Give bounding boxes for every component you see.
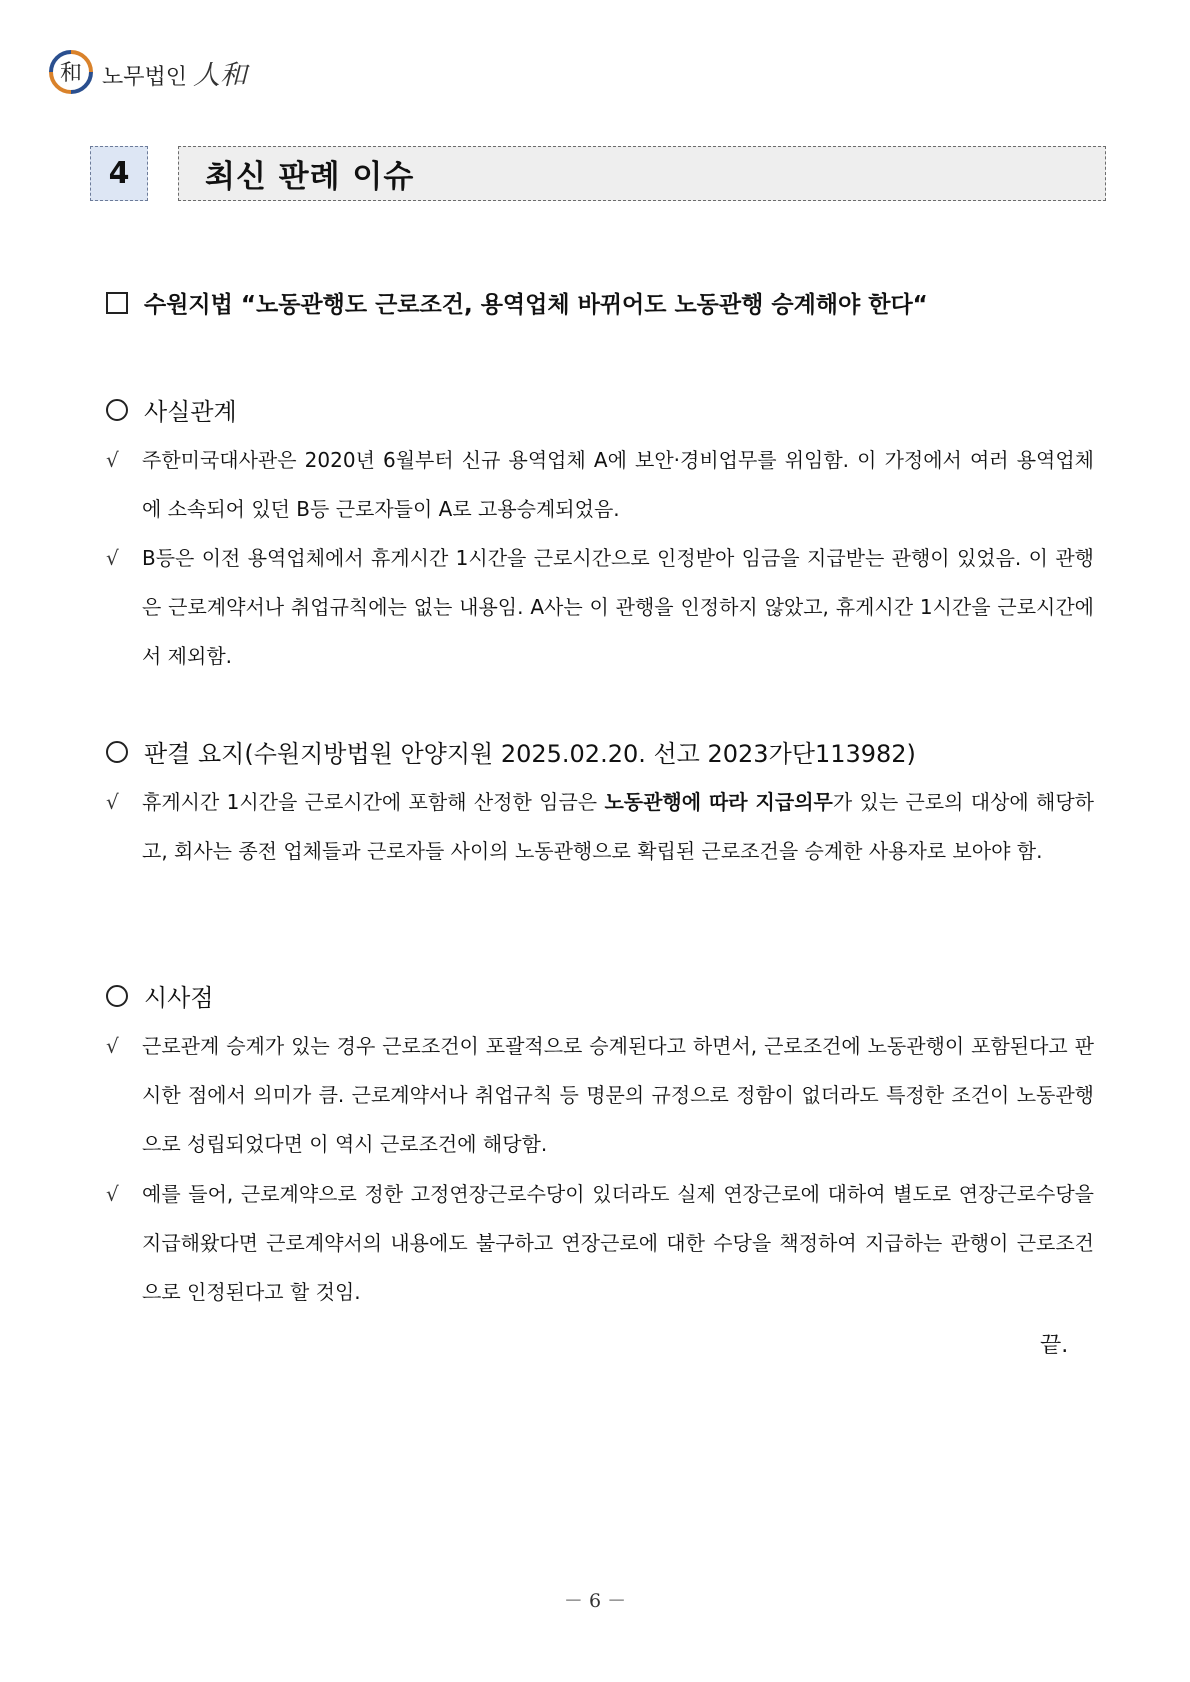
facts-item-2 bbox=[106, 534, 1094, 681]
case-headline-text: 수원지법 “노동관행도 근로조건, 용역업체 바뀌어도 노동관행 승계해야 한다“ bbox=[144, 292, 928, 318]
ruling-item-1-text bbox=[142, 778, 1094, 876]
circle-bullet-icon bbox=[106, 399, 128, 421]
check-mark-icon: √ bbox=[106, 448, 119, 472]
firm-logo-emblem-icon bbox=[48, 49, 94, 95]
facts-heading-text: 사실관계 bbox=[144, 398, 237, 426]
square-bullet-icon bbox=[106, 292, 128, 314]
ruling-heading-text: 판결 요지(수원지방법원 안양지원 2025.02.20. 선고 2023가단113982) bbox=[144, 740, 916, 768]
facts-item-2-text: B등은 이전 용역업체에서 휴게시간 1시간을 근로시간으로 인정받아 임금을 지급받는 관행이 있었음. 이 관행은 근로계약서나 취업규칙에는 없는 내용임. A사는 이 관행을 인정하지 않았고, 휴게시간 1시간을 근로시간에서 제외함. bbox=[142, 546, 1094, 668]
firm-logo-emblem-char: 和 bbox=[59, 61, 83, 86]
check-mark-icon: √ bbox=[106, 790, 119, 814]
check-mark-icon: √ bbox=[106, 1182, 119, 1206]
ruling-heading bbox=[106, 734, 916, 769]
ruling-text-emphasis: 노동관행에 따라 지급의무 bbox=[604, 790, 833, 814]
circle-bullet-icon bbox=[106, 985, 128, 1007]
firm-name bbox=[102, 53, 247, 92]
implications-heading-text: 시사점 bbox=[144, 984, 214, 1012]
firm-name-han: 人和 bbox=[193, 59, 248, 91]
facts-item-1 bbox=[106, 436, 1094, 534]
ruling-text-before: 휴게시간 1시간을 근로시간에 포함해 산정한 임금은 bbox=[142, 790, 605, 814]
implications-heading bbox=[106, 978, 214, 1013]
facts-heading bbox=[106, 392, 237, 427]
check-mark-icon: √ bbox=[106, 1034, 119, 1058]
end-mark: 끝. bbox=[1040, 1333, 1069, 1358]
case-headline bbox=[106, 286, 1106, 319]
ruling-text-after: 가 있는 근로의 대상에 해당하고, 회사는 종전 업체들과 근로자들 사이의 노동관행으로 확립된 근로조건을 승계한 사용자로 보아야 함. bbox=[142, 790, 1095, 863]
check-mark-icon: √ bbox=[106, 546, 119, 570]
firm-logo bbox=[48, 48, 247, 96]
implications-item-1 bbox=[106, 1022, 1094, 1169]
ruling-item-1 bbox=[106, 778, 1094, 876]
page-number: － 6 － bbox=[563, 1590, 627, 1612]
implications-item-2-text: 예를 들어, 근로계약으로 정한 고정연장근로수당이 있더라도 실제 연장근로에 대하여 별도로 연장근로수당을 지급해왔다면 근로계약서의 내용에도 불구하고 연장근로에 대한 수당을 책정하여 지급하는 관행이 근로조건으로 인정된다고 할 것임. bbox=[142, 1182, 1094, 1304]
implications-item-2 bbox=[106, 1170, 1094, 1317]
circle-bullet-icon bbox=[106, 741, 128, 763]
section-number: 4 bbox=[90, 146, 148, 201]
section-title: 최신 판례 이슈 bbox=[178, 146, 1106, 201]
implications-item-1-text: 근로관계 승계가 있는 경우 근로조건이 포괄적으로 승계된다고 하면서, 근로조건에 노동관행이 포함된다고 판시한 점에서 의미가 큼. 근로계약서나 취업규칙 등 명문의 규정으로 정함이 없더라도 특정한 조건이 노동관행으로 성립되었다면 이 역시 근로조건에 해당함. bbox=[142, 1034, 1094, 1156]
facts-item-1-text: 주한미국대사관은 2020년 6월부터 신규 용역업체 A에 보안·경비업무를 위임함. 이 가정에서 여러 용역업체에 소속되어 있던 B등 근로자들이 A로 고용승계되었음. bbox=[142, 448, 1094, 521]
firm-name-korean: 노무법인 bbox=[102, 64, 188, 90]
